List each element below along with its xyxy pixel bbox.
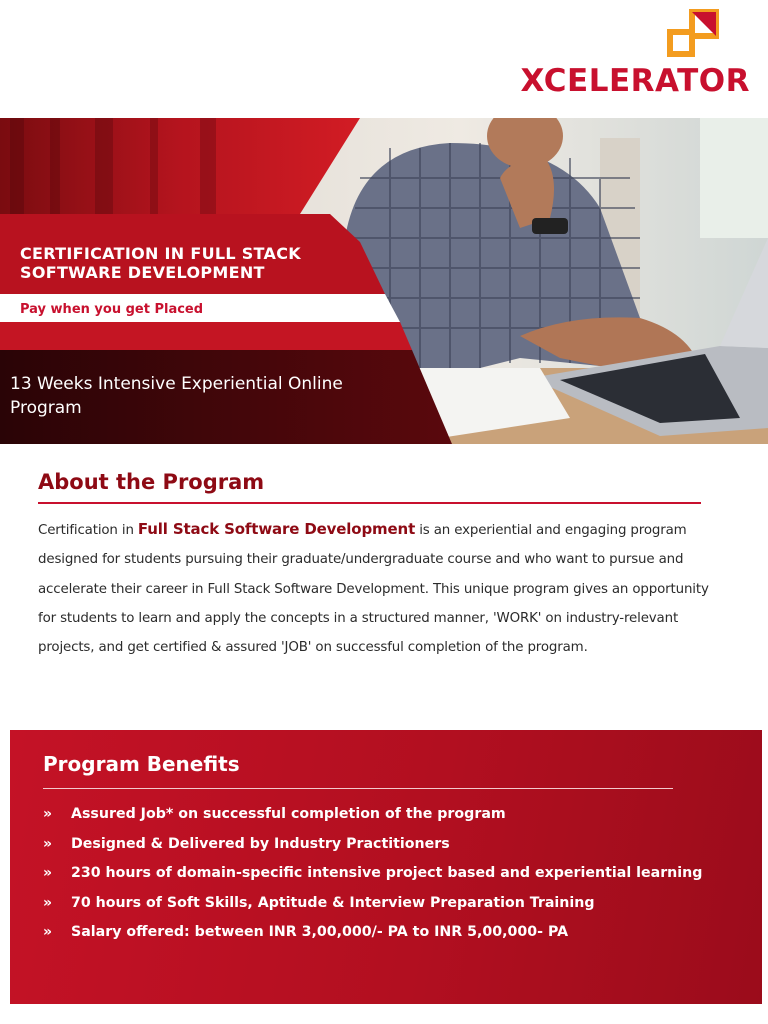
- about-heading: About the Program: [38, 470, 701, 504]
- benefit-text: 70 hours of Soft Skills, Aptitude & Interview Preparation Training: [71, 894, 595, 911]
- list-item: [43, 830, 743, 860]
- brand-logo: [508, 8, 758, 98]
- about-body-highlight: Full Stack Software Development: [137, 520, 416, 538]
- list-item: [43, 889, 743, 919]
- list-item: [43, 800, 743, 830]
- benefits-divider: [43, 788, 673, 789]
- benefits-heading: Program Benefits: [43, 752, 240, 776]
- list-item: [43, 859, 743, 889]
- brand-name: XCELERATOR: [520, 63, 750, 99]
- double-chevron-icon: »: [43, 806, 53, 822]
- xcelerator-logo-icon: [666, 8, 726, 60]
- benefit-text: Designed & Delivered by Industry Practitioners: [71, 835, 450, 852]
- hero-banner: [0, 118, 768, 444]
- double-chevron-icon: »: [43, 865, 53, 881]
- about-body-intro: Certification in: [38, 523, 138, 538]
- benefit-text: 230 hours of domain-specific intensive project based and experiential learning: [71, 865, 703, 881]
- benefit-text: Salary offered: between INR 3,00,000/- PA to INR 5,00,000- PA: [71, 924, 569, 940]
- double-chevron-icon: »: [43, 894, 53, 911]
- hero-subtitle: 13 Weeks Intensive Experiential Online Program: [10, 374, 343, 418]
- double-chevron-icon: »: [43, 835, 53, 852]
- benefits-list: [43, 800, 743, 948]
- hero-title: CERTIFICATION IN FULL STACK SOFTWARE DEVELOPMENT: [20, 244, 301, 282]
- about-section: [38, 470, 718, 662]
- benefits-panel: [10, 730, 762, 1004]
- about-body-text: is an experiential and engaging program designed for students pursuing their graduate/undergraduate course and who want to pursue and accelerate their career in Full Stack Software Development. This unique program gives an opportunity for students to learn and apply the concepts in a structured manner, 'WORK' on industry-relevant projects, and get certified & assured 'JOB' on successful completion of the program.: [38, 523, 709, 656]
- about-body: [38, 515, 718, 662]
- double-chevron-icon: »: [43, 924, 53, 940]
- list-item: [43, 918, 743, 948]
- hero-tagline: Pay when you get Placed: [20, 302, 204, 317]
- benefit-text: Assured Job* on successful completion of the program: [71, 806, 506, 822]
